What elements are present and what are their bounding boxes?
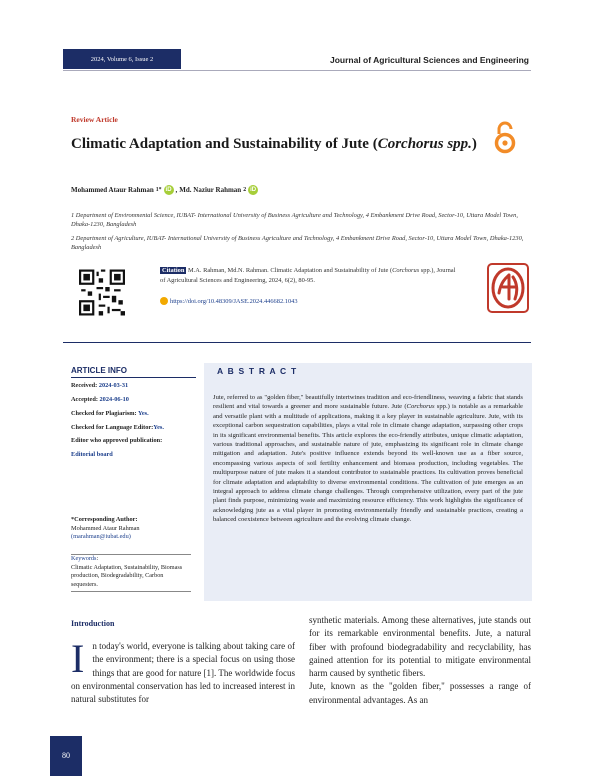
author-2: Md. Naziur Rahman	[179, 186, 242, 194]
doi-text[interactable]: https://doi.org/10.48309/JASE.2024.446682.1043	[170, 297, 298, 305]
dropcap: I	[71, 636, 85, 681]
corresponding-author	[71, 516, 140, 542]
title-main: Climatic Adaptation and Sustainability of Jute (	[71, 136, 378, 152]
abstract-p1: Jute, referred to as "golden fiber," beautifully intertwines tradition and eco-friendliness, weaving a fabric that stands resilient and vital towards a greener and more sustainable future. Jute (	[213, 394, 523, 411]
issue-label: 2024, Volume 6, Issue 2	[90, 55, 154, 63]
keywords-list: Climatic Adaptation, Sustainability, Biomass production, Biodegradability, Carbon sequesters.	[71, 563, 183, 588]
received-label: Received:	[71, 382, 98, 389]
language-line	[71, 424, 164, 431]
plagiarism-line	[71, 410, 149, 417]
citation-italic: Corchorus	[392, 267, 420, 274]
affiliation-2: 2 Department of Agriculture, IUBAT- International University of Business Agriculture and Technology, 4 Embankment Drive Road, Sector-10, Uttara Model Town, Dhaka-1230, Bangladesh	[71, 235, 524, 251]
abstract-p1-end: spp.) is notable as a remarkable and versatile plant with a multitude of applications, making it a key player in sustainable agriculture. Jute, with its exceptional carbon sequestration capabilities, plays a vital role in climate change adaptation, surpassing other crops in its significant environmental benefits. This article explores the eco-friendly attributes, unique climatic adaptation, various traditional approaches, and sustainable nature of jute, emphasizing its significant role in climate change mitigation and adaptation. Jute's positive influence extends beyond its well-known use as a fiber source, encompassing various aspects of soil fertility enhancement and biomass production, including vegetables. The multipurpose nature of jute makes it a standout contributor to sustainable practices. Its cultivation proves beneficial for climate adaptation and adaptability to diverse environmental conditions. The cultivation of jute emerges as an integral approach to address climate change challenges. Through comprehensive utilization, every part of the jute plant finds purpose, minimizing waste and maximizing resource efficiency. This work highlights the significance of acknowledging jute as a vital player in promoting environmentally friendly and sustainable practices, creating a balanced coexistence between agriculture and the evolving climate change.	[213, 403, 523, 524]
article-title	[71, 134, 481, 155]
orcid-icon[interactable]: iD	[165, 187, 172, 193]
article-info-heading: ARTICLE INFO	[71, 366, 196, 378]
abstract-heading: A B S T R A C T	[217, 366, 298, 376]
title-italic: Corchorus spp.	[377, 136, 472, 152]
author-separator: ,	[175, 186, 178, 194]
doi-icon	[160, 297, 168, 305]
qr-code-icon	[79, 266, 125, 319]
intro-right-p1: synthetic materials. Among these alternatives, jute stands out for its remarkable environmental benefits. Jute, a natural fiber with profound biodegradability and recyclability, has gained attention for its potential to mitigate environmental harm caused by synthetic fibers.	[309, 615, 531, 679]
abstract-italic: Corchorus	[406, 403, 435, 411]
citation-text-1: M.A. Rahman, Md.N. Rahman. Climatic Adaptation and Sustainability of Jute (	[186, 267, 393, 274]
journal-name: Journal of Agricultural Sciences and Engineering	[329, 55, 529, 65]
keywords-rule	[71, 591, 191, 592]
citation	[160, 266, 460, 285]
editorial-board-text[interactable]: Editorial board	[71, 451, 113, 458]
introduction-left-column	[71, 636, 295, 706]
accepted-line	[71, 396, 129, 403]
article-type: Review Article	[71, 115, 118, 124]
keywords-heading: Keywords:	[71, 555, 99, 562]
keywords-label: Keywords	[71, 555, 97, 562]
author-2-sup: 2	[243, 187, 247, 193]
issue-band	[63, 49, 181, 69]
accepted-label: Accepted:	[71, 396, 98, 403]
corr-email[interactable]: (marahman@iubat.edu)	[71, 533, 131, 540]
abstract-text	[213, 393, 523, 525]
divider	[63, 342, 531, 343]
plagiarism-value: Yes.	[138, 410, 149, 417]
received-date: 2024-03-31	[98, 382, 129, 389]
journal-logo-icon	[487, 263, 529, 313]
author-1: Mohammed Ataur Rahman	[71, 186, 154, 194]
page-number: 80	[50, 736, 82, 776]
accepted-date: 2024-06-10	[99, 396, 129, 403]
orcid-icon[interactable]: iD	[250, 187, 257, 193]
affiliation-1: 1 Department of Environmental Science, IUBAT- International University of Business Agriculture and Technology, 4 Embankment Drive Road, Sector-10, Uttara Model Town, Dhaka-1230, Bangladesh	[71, 212, 518, 228]
title-end: )	[471, 136, 477, 152]
doi-link[interactable]	[160, 297, 298, 305]
author-1-sup: 1*	[155, 187, 162, 193]
plagiarism-label: Checked for Plagiarism:	[71, 410, 137, 417]
authors	[71, 185, 258, 195]
corr-name: Mohammed Ataur Rahman	[71, 524, 140, 532]
editorial-board-link[interactable]	[71, 451, 113, 458]
introduction-right-column	[309, 614, 531, 707]
language-value: Yes.	[153, 424, 164, 431]
header-rule	[63, 70, 531, 71]
language-label: Checked for Language Editor:	[71, 424, 154, 431]
intro-left-text: n today's world, everyone is talking about taking care of the environment; there is a special focus on using those things that are good for nature [1]. The worldwide focus on environmental conservation has led to increased interest in natural substitutes for	[71, 641, 295, 705]
citation-label: Citation	[162, 267, 185, 274]
received-line	[71, 382, 128, 389]
introduction-heading: Introduction	[71, 619, 115, 628]
citation-text-2: spp.), Journal of Agricultural Sciences and Engineering, 2024, 6(2), 80-95.	[160, 267, 456, 284]
keywords	[71, 552, 191, 592]
editor-line: Editor who approved publication:	[71, 437, 163, 444]
open-access-icon	[492, 120, 518, 154]
corr-label: *Corresponding Author:	[71, 516, 138, 523]
intro-right-p2: Jute, known as the "golden fiber," possesses a range of environmental advantages. As an	[309, 681, 531, 705]
